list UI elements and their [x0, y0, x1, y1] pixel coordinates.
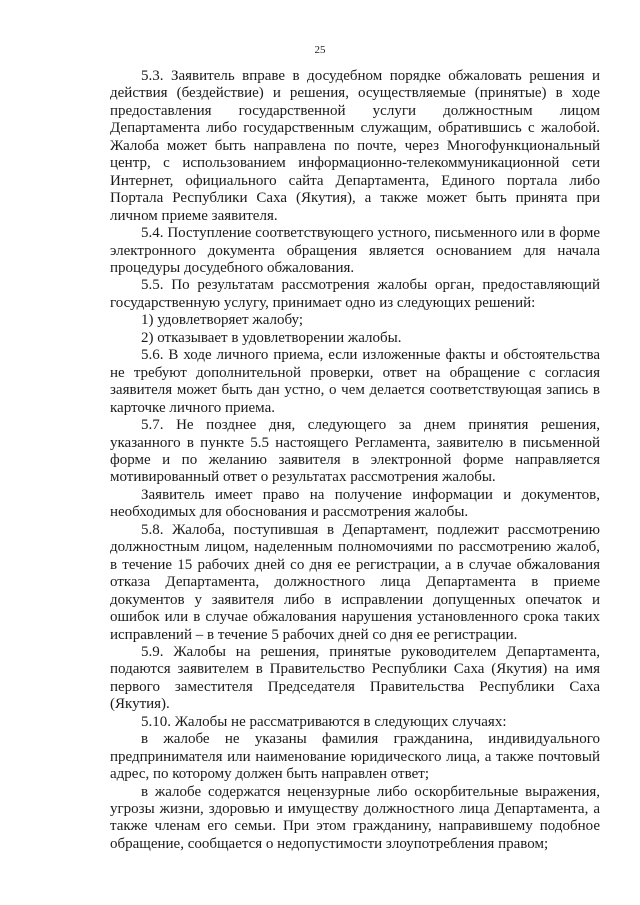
- list-item-2: 2) отказывает в удовлетворении жалобы.: [141, 329, 402, 346]
- paragraph-5-9: 5.9. Жалобы на решения, принятые руководителем Департамента, подаются заявителем в Правительство Республики Саха (Якутия) на имя первого заместителя Председателя Правительства Республики Саха (Якутия).: [110, 643, 600, 713]
- paragraph-case-2: в жалобе содержатся нецензурные либо оскорбительные выражения, угрозы жизни, здоровью и имуществу должностного лица Департамента, а также членам его семьи. При этом гражданину, направившему подобное обращение, сообщается о недопустимости злоупотребления правом;: [110, 783, 600, 852]
- paragraph-5-5: 5.5. По результатам рассмотрения жалобы орган, предоставляющий государственную услугу, принимает одно из следующих решений:: [110, 277, 600, 311]
- paragraph-5-10: 5.10. Жалобы не рассматриваются в следующих случаях:: [141, 713, 507, 730]
- paragraph-5-3: 5.3. Заявитель вправе в досудебном порядке обжаловать решения и действия (бездействие) и решения, осуществляемые (принятые) в ходе предоставления государственной услуги должностным лицом Департамента либо государственным служащим, обратившись с жалобой. Жалоба может быть направлена по почте, через Многофункциональный центр, с использованием информационно-телекоммуникационной сети Интернет, официального сайта Департамента, Единого портала либо Портала Республики Саха (Якутия), а также может быть принята при личном приеме заявителя.: [110, 68, 600, 224]
- document-body: [110, 68, 600, 853]
- page-number: 25: [314, 44, 326, 56]
- list-item-1: 1) удовлетворяет жалобу;: [141, 312, 304, 329]
- paragraph-5-8: 5.8. Жалоба, поступившая в Департамент, подлежит рассмотрению должностным лицом, наделенным полномочиями по рассмотрению жалоб, в течение 15 рабочих дней со дня ее регистрации, а в случае обжалования отказа Департамента, должностного лица Департамента в приеме документов у заявителя либо в исправлении допущенных опечаток и ошибок или в случае обжалования нарушения установленного срока таких исправлений – в течение 5 рабочих дней со дня ее регистрации.: [110, 521, 600, 643]
- paragraph-applicant-rights: Заявитель имеет право на получение информации и документов, необходимых для обоснования и рассмотрения жалобы.: [110, 486, 600, 521]
- paragraph-5-7: 5.7. Не позднее дня, следующего за днем принятия решения, указанного в пункте 5.5 настоящего Регламента, заявителю в письменной форме и по желанию заявителя в электронной форме направляется мотивированный ответ о результатах рассмотрения жалобы.: [110, 417, 600, 486]
- paragraph-case-1: в жалобе не указаны фамилия гражданина, индивидуального предпринимателя или наименование юридического лица, а также почтовый адрес, по которому должен быть направлен ответ;: [110, 731, 600, 783]
- paragraph-5-4: 5.4. Поступление соответствующего устного, письменного или в форме электронного документа обращения является основанием для начала процедуры досудебного обжалования.: [110, 225, 600, 276]
- paragraph-5-6: 5.6. В ходе личного приема, если изложенные факты и обстоятельства не требуют дополнительной проверки, ответ на обращение с согласия заявителя может быть дан устно, о чем делается соответствующая запись в карточке личного приема.: [110, 347, 600, 416]
